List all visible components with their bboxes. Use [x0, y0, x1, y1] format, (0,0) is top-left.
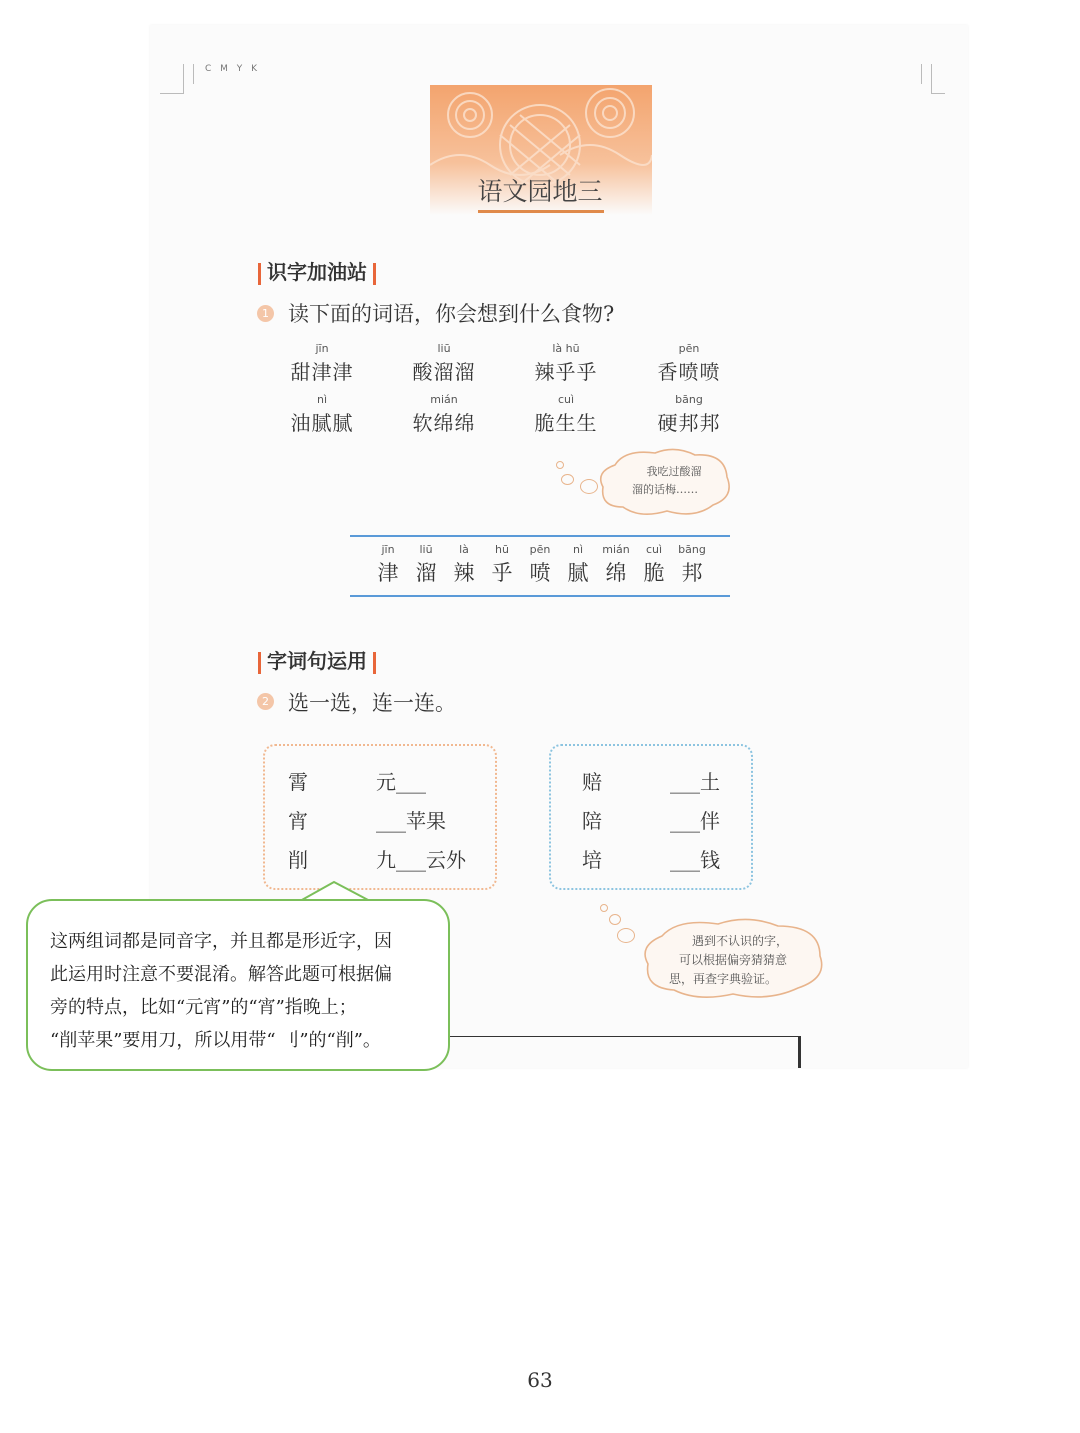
thought2-line1: 遇到不认识的字，	[691, 934, 788, 948]
callout-line: 这两组词都是同音字，并且都是形近字，因	[50, 931, 392, 952]
left-phrase: ___苹果	[376, 809, 446, 833]
literacy-char	[369, 537, 407, 587]
word-pinyin: pēn	[678, 342, 700, 355]
char-pinyin: hū	[495, 543, 509, 556]
word-text: 香喷喷	[657, 360, 721, 384]
crop-mark-top-left-v	[183, 64, 184, 94]
word-text: 甜津津	[290, 360, 354, 384]
thought1-line2: 溜的话梅……	[632, 483, 698, 496]
word-item	[389, 342, 499, 386]
thought2-dot-medium	[609, 914, 621, 925]
right-char: 陪	[582, 809, 602, 833]
left-phrase: 九___云外	[376, 848, 466, 872]
char-text: 邦	[681, 561, 703, 585]
char-pinyin: mián	[602, 543, 630, 556]
char-text: 乎	[491, 561, 513, 585]
crop-mark-top-right-v	[931, 64, 932, 94]
right-phrase: ___伴	[670, 809, 720, 833]
word-pinyin: liū	[437, 342, 451, 355]
word-item	[511, 342, 621, 386]
char-text: 绵	[605, 561, 627, 585]
word-pinyin: jīn	[315, 342, 329, 355]
cmyk-marks: C M Y K	[205, 64, 261, 74]
char-pinyin: jīn	[381, 543, 395, 556]
word-text: 酸溜溜	[412, 360, 476, 384]
word-item	[634, 342, 744, 386]
char-pinyin: nì	[572, 543, 584, 556]
crop-mark-top-left-v2	[193, 64, 194, 84]
left-phrase: 元___	[376, 770, 426, 794]
thought2-line2: 可以根据偏旁猜猜意	[678, 953, 787, 967]
next-section-border-right	[798, 1036, 801, 1068]
thought-dot-medium	[561, 474, 574, 485]
crop-mark-top-right	[921, 64, 922, 84]
literacy-char	[445, 537, 483, 587]
next-section-border	[440, 1036, 800, 1037]
section1-title	[252, 256, 382, 285]
literacy-char	[597, 537, 635, 587]
word-text: 软绵绵	[412, 411, 476, 435]
crop-mark-top-left	[160, 93, 184, 94]
char-pinyin: bāng	[678, 543, 706, 556]
thought2-line3: 思，再查字典验证。	[668, 972, 777, 986]
word-text: 油腻腻	[290, 411, 354, 435]
char-pinyin: liū	[419, 543, 433, 556]
word-text: 辣乎乎	[534, 360, 598, 384]
word-item	[389, 393, 499, 437]
word-pinyin: mián	[430, 393, 458, 406]
char-pinyin: cuì	[645, 543, 663, 556]
literacy-char	[673, 537, 711, 587]
char-pinyin: là	[459, 543, 469, 556]
word-item	[634, 393, 744, 437]
thought-text-1	[605, 463, 725, 499]
char-text: 脆	[643, 561, 665, 585]
literacy-char	[407, 537, 445, 587]
word-pinyin: là hū	[552, 342, 580, 355]
word-pinyin: nì	[316, 393, 328, 406]
crop-mark-top-right-h	[931, 93, 945, 94]
thought-text-2	[648, 932, 818, 989]
thought2-dot-small	[600, 904, 608, 912]
question2-number: 2	[257, 693, 274, 710]
char-text: 腻	[567, 561, 589, 585]
thought1-line1: 我吃过酸溜	[646, 465, 702, 478]
section-bar-left	[258, 263, 261, 285]
right-char: 培	[582, 848, 602, 872]
left-char: 霄	[288, 770, 308, 794]
section-bar-right	[373, 652, 376, 674]
word-text: 脆生生	[534, 411, 598, 435]
char-pinyin: pēn	[529, 543, 551, 556]
word-item	[267, 393, 377, 437]
right-phrase: ___钱	[670, 848, 720, 872]
right-match-box	[549, 744, 753, 890]
char-text: 津	[377, 561, 399, 585]
title-underline	[478, 210, 604, 213]
section2-title-text: 字词句运用	[267, 649, 367, 673]
question1-number: 1	[257, 305, 274, 322]
section-bar-left	[258, 652, 261, 674]
question1-text: 读下面的词语，你会想到什么食物?	[288, 302, 615, 326]
literacy-char	[521, 537, 559, 587]
literacy-char	[559, 537, 597, 587]
thought2-dot-large	[617, 928, 635, 943]
thought-dot-small	[556, 461, 564, 469]
char-text: 辣	[453, 561, 475, 585]
word-pinyin: bāng	[675, 393, 703, 406]
word-item	[511, 393, 621, 437]
section2-title	[252, 645, 382, 674]
literacy-char	[635, 537, 673, 587]
callout-line: 此运用时注意不要混淆。解答此题可根据偏	[50, 964, 392, 985]
right-phrase: ___土	[670, 770, 720, 794]
literacy-char	[483, 537, 521, 587]
page-title: 语文园地三	[477, 177, 603, 206]
callout-line: “削苹果”要用刀，所以用带“ 刂”的“削”。	[50, 1030, 381, 1051]
word-item	[267, 342, 377, 386]
char-text: 喷	[529, 561, 551, 585]
page-number: 63	[527, 1368, 553, 1392]
callout-line: 旁的特点，比如“元宵”的“宵”指晚上；	[50, 997, 357, 1018]
section-bar-right	[373, 263, 376, 285]
left-char: 削	[288, 848, 308, 872]
right-char: 赔	[582, 770, 602, 794]
left-char: 宵	[288, 809, 308, 833]
character-row	[350, 535, 730, 597]
word-text: 硬邦邦	[657, 411, 721, 435]
section1-title-text: 识字加油站	[267, 260, 367, 284]
question2-text: 选一选，连一连。	[288, 691, 456, 715]
explanation-callout	[26, 899, 450, 1071]
char-text: 溜	[415, 561, 437, 585]
word-pinyin: cuì	[557, 393, 575, 406]
